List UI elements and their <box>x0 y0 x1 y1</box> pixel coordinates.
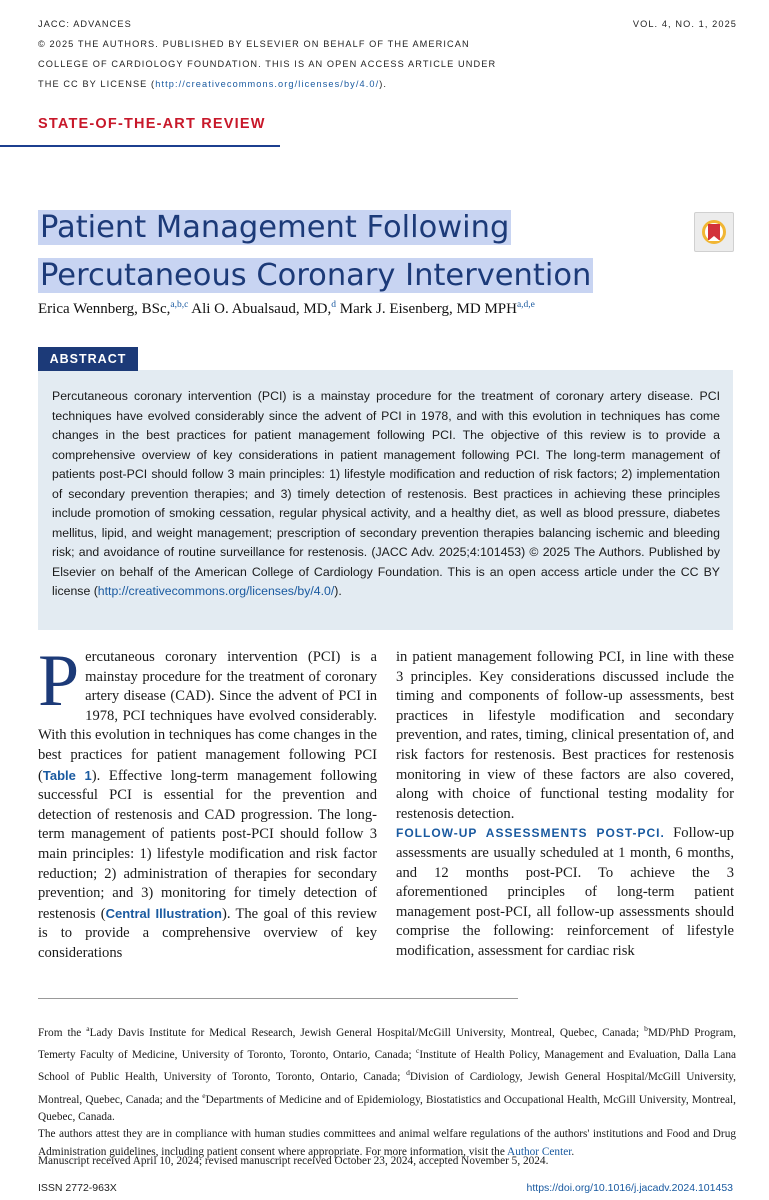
fn-e-text: Departments of Medicine and of Epidemiology, Biostatistics and Occupational Health, McGill University, Montreal, Quebec, Canada. <box>38 1093 736 1123</box>
section-label: STATE-OF-THE-ART REVIEW <box>38 116 266 132</box>
fn-c-marker: c <box>415 1046 420 1056</box>
author-2[interactable]: Ali O. Abualsaud, MD, <box>191 301 332 317</box>
fn-b-text: MD/PhD Program, Temerty Faculty of Medicine, University of Toronto, Toronto, Ontario, Canada; <box>38 1026 737 1061</box>
title-line-2: Percutaneous Coronary Intervention <box>40 258 592 293</box>
followup-heading: FOLLOW-UP ASSESSMENTS POST-PCI. <box>396 826 665 841</box>
issn: ISSN 2772-963X <box>38 1182 117 1194</box>
col2-text-b: Follow-up assessments are usually scheduled at 1 month, 6 months, and 12 months post-PCI. To achieve the 3 aforementioned principles of long-term patient management post-PCI, all follow-up assessments should comprise the following: reinforcement of lifestyle modification, assessment for cardiac risk <box>396 825 734 959</box>
affiliations-footnote <box>38 1020 736 1161</box>
footnote-divider <box>38 998 518 999</box>
copyright-line-3-text: THE CC BY LICENSE ( <box>38 79 156 89</box>
fn-from: From the <box>38 1026 87 1039</box>
fn-b-marker: b <box>644 1024 648 1033</box>
fn-d-text: Division of Cardiology, Jewish General Hospital/McGill University, Montreal, Quebec, Canada; and the <box>38 1071 737 1106</box>
abstract-license-link[interactable]: http://creativecommons.org/licenses/by/4.0/ <box>97 584 335 598</box>
fn-a-text: Lady Davis Institute for Medical Research, Jewish General Hospital/McGill University, Montreal, Quebec, Canada; <box>89 1026 645 1039</box>
author-2-affiliations[interactable]: d <box>331 300 336 310</box>
doi-link[interactable]: https://doi.org/10.1016/j.jacadv.2024.101453 <box>526 1182 733 1194</box>
body-column-1 <box>38 640 377 964</box>
volume-info: VOL. 4, NO. 1, 2025 <box>632 19 737 29</box>
attestation-text: The authors attest they are in compliance with human studies committees and animal welfare regulations of the authors' institutions and Food and Drug Administration guidelines, including patient consent where appropriate. For more information, visit the <box>38 1128 736 1158</box>
abstract-label: ABSTRACT <box>38 347 138 371</box>
crossmark-icon[interactable] <box>694 212 734 252</box>
abstract-body: Percutaneous coronary intervention (PCI) is a mainstay procedure for the treatment of coronary artery disease. PCI techniques have evolved considerably since the advent of PCI in 1978, and with this evolution in techniques has come changes in the best practices for patient management following PCI. The objective of this review is to provide a comprehensive overview of key considerations in patient management following PCI. The long-term management of patients post-PCI should follow 3 main principles: 1) lifestyle modification and reduction of risk factors; 2) implementation of secondary prevention therapies; and 3) timely detection of restenosis. Best practices in achieving these principles include promotion of smoking cessation, regular physical activity, and a healthy diet, as well as blood pressure, diabetes mellitus, lipid, and weight management; prescription of secondary prevention therapies balancing ischemic and bleeding risk; and avoidance of routine surveillance for restenosis. (JACC Adv. 2025;4:101453) © 2025 The Authors. Published by Elsevier on behalf of the American College of Cardiology Foundation. This is an open access article under the CC BY license ( <box>52 389 720 598</box>
author-1[interactable]: Erica Wennberg, BSc, <box>38 301 171 317</box>
body-column-2 <box>396 648 734 962</box>
author-list <box>38 300 535 318</box>
copyright-line-3-end: ). <box>379 79 388 89</box>
section-divider <box>0 145 280 147</box>
fn-c-text: Institute of Health Policy, Management and Evaluation, Dalla Lana School of Public Health, University of Toronto, Toronto, Ontario, Canada; <box>38 1048 736 1084</box>
abstract-end: ). <box>334 584 342 598</box>
copyright-line-3 <box>38 74 558 94</box>
journal-name: JACC: ADVANCES <box>38 19 132 29</box>
table-1-link[interactable]: Table 1 <box>42 767 92 783</box>
copyright-line-2: COLLEGE OF CARDIOLOGY FOUNDATION. THIS IS AN OPEN ACCESS ARTICLE UNDER <box>38 59 497 69</box>
title-line-1: Patient Management Following <box>40 210 510 245</box>
copyright-line-1: © 2025 THE AUTHORS. PUBLISHED BY ELSEVIER ON BEHALF OF THE AMERICAN <box>38 39 470 49</box>
license-link[interactable]: http://creativecommons.org/licenses/by/4.0/ <box>155 79 380 89</box>
attestation-end: . <box>571 1145 575 1158</box>
col1-text-c: ). The goal of this review is to provide a comprehensive overview of key considerations <box>38 905 377 961</box>
fn-d-marker: d <box>406 1068 410 1078</box>
author-3[interactable]: Mark J. Eisenberg, MD MPH <box>339 301 517 317</box>
author-1-affiliations[interactable]: a,b,c <box>170 300 189 310</box>
drop-cap: P <box>38 640 80 722</box>
col1-text-b: ). Effective long-term management following successful PCI is essential for the prevention and detection of restenosis and CAD progression. The long-term management of patients post-PCI should follow 3 main principles: 1) lifestyle modification and risk factor reduction; 2) administration of therapies for secondary prevention; and 3) monitoring for timely detection of restenosis ( <box>38 767 377 922</box>
fn-a-marker: a <box>86 1024 90 1033</box>
col1-text-a: ercutaneous coronary intervention (PCI) is a mainstay procedure for the treatment of coronary artery disease (CAD). Since the advent of PCI in 1978, PCI techniques have evolved considerably. With this evolution in techniques has come changes in the best practices for patient management following PCI ( <box>38 649 377 784</box>
central-illustration-link[interactable]: Central Illustration <box>105 905 223 921</box>
journal-header <box>38 14 558 94</box>
author-3-affiliations[interactable]: a,d,e <box>516 300 535 310</box>
author-center-link[interactable]: Author Center <box>507 1145 572 1158</box>
fn-e-marker: e <box>202 1090 206 1100</box>
abstract-text <box>52 387 720 602</box>
article-title <box>38 204 593 300</box>
manuscript-dates: Manuscript received April 10, 2024; revised manuscript received October 23, 2024, accepted November 5, 2024. <box>38 1155 549 1167</box>
col2-text-a: in patient management following PCI, in line with these 3 principles. Key considerations discussed include the timing and components of follow-up assessments, best practices in lifestyle modification and secondary prevention, and rates, timing, clinical presentation of, and risk factors for restenosis. Best practices for restenosis monitoring in view of these factors are also covered, along with choice of functional testing modality for restenosis detection. <box>396 649 734 822</box>
